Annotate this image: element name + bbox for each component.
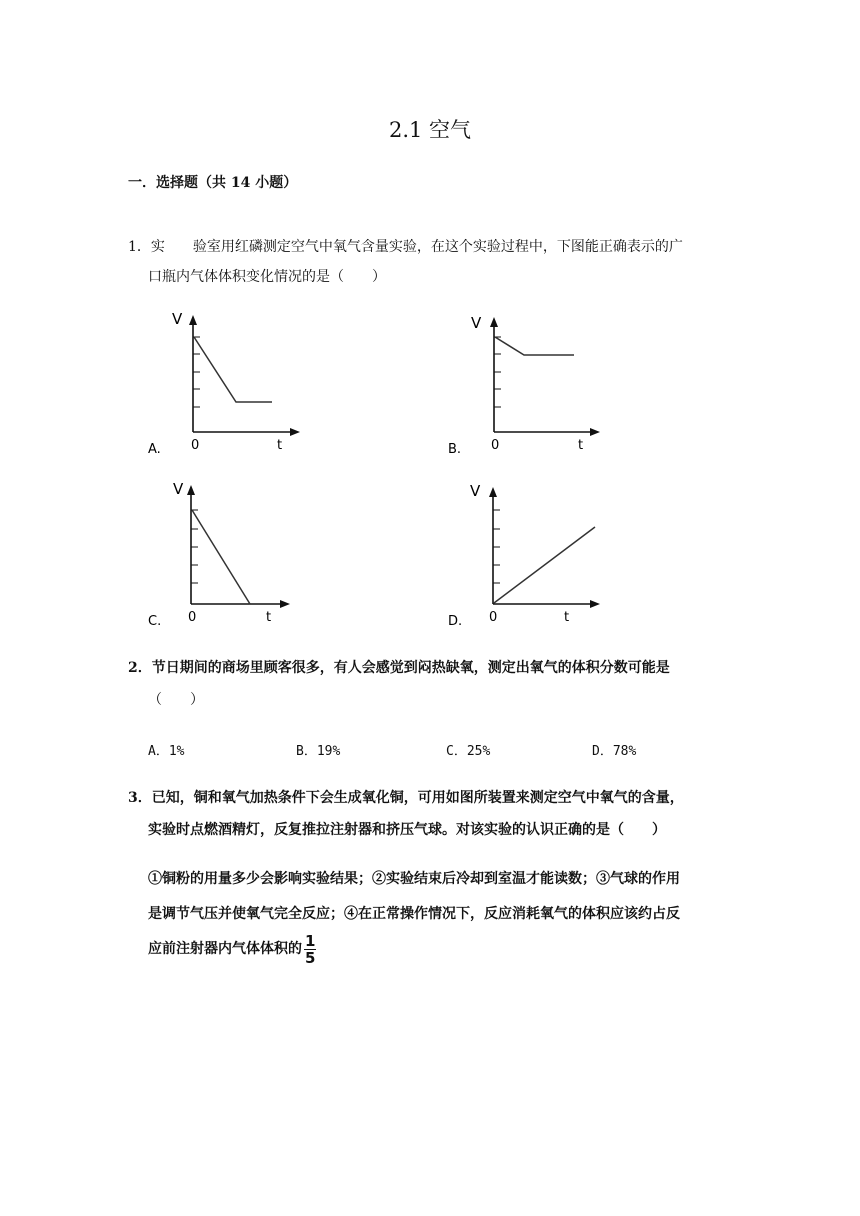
page-title: 2.1 空气 <box>388 118 472 142</box>
axis-y-label: V <box>471 314 482 332</box>
choice-a[interactable]: A．1% <box>148 744 185 759</box>
question-3-statements <box>148 862 748 967</box>
statement-line: 应前注射器内气体体积的 <box>148 941 302 957</box>
axis-y-label: V <box>173 480 184 498</box>
question-text: 节日期间的商场里顾客很多，有人会感觉到闷热缺氧，测定出氧气的体积分数可能是 <box>151 660 670 676</box>
question-number: 3． <box>128 790 152 806</box>
axis-x-label: t <box>578 438 584 453</box>
question-number: 2． <box>128 660 152 676</box>
graph-option-b <box>440 305 620 469</box>
axis-x-label: t <box>266 610 272 625</box>
question-text: 口瓶内气体体积变化情况的是（ ） <box>148 269 386 285</box>
graph-option-a <box>140 305 320 469</box>
origin-label: 0 <box>491 438 500 453</box>
axis-x-label: t <box>564 610 570 625</box>
option-label: A. <box>148 442 161 457</box>
origin-label: 0 <box>191 438 200 453</box>
graph-option-d <box>440 475 620 639</box>
question-text: （ ） <box>148 692 204 708</box>
question-text: 已知，铜和氧气加热条件下会生成氧化铜，可用如图所装置来测定空气中氧气的含量， <box>151 790 684 806</box>
origin-label: 0 <box>489 610 498 625</box>
section-heading: 一．选择题（共 14 小题） <box>128 175 298 191</box>
question-2-choices <box>0 740 860 760</box>
choice-d[interactable]: D．78% <box>592 744 637 759</box>
choice-b[interactable]: B．19% <box>296 744 341 759</box>
question-1 <box>128 232 748 292</box>
choice-c[interactable]: C．25% <box>446 744 491 759</box>
statement-line: 是调节气压并使氧气完全反应；④在正常操作情况下，反应消耗氧气的体积应该约占反 <box>148 906 680 922</box>
question-2 <box>128 652 748 716</box>
option-label: D. <box>448 614 463 629</box>
axis-y-label: V <box>172 310 183 328</box>
option-label: B. <box>448 442 462 457</box>
question-text: 实验时点燃酒精灯，反复推拉注射器和挤压气球。对该实验的认识正确的是（ ） <box>148 822 666 838</box>
question-number: 1． <box>128 239 151 255</box>
graph-option-c <box>140 475 320 639</box>
statement-line: ①铜粉的用量多少会影响实验结果；②实验结束后冷却到室温才能读数；③气球的作用 <box>148 871 680 887</box>
origin-label: 0 <box>188 610 197 625</box>
option-label: C. <box>148 614 162 629</box>
axis-y-label: V <box>470 482 481 500</box>
fraction: $\frac{1}{5}$ <box>305 931 316 967</box>
question-3 <box>128 782 748 846</box>
axis-x-label: t <box>277 438 283 453</box>
question-text: 实 验室用红磷测定空气中氧气含量实验，在这个实验过程中，下图能正确表示的广 <box>150 239 683 255</box>
